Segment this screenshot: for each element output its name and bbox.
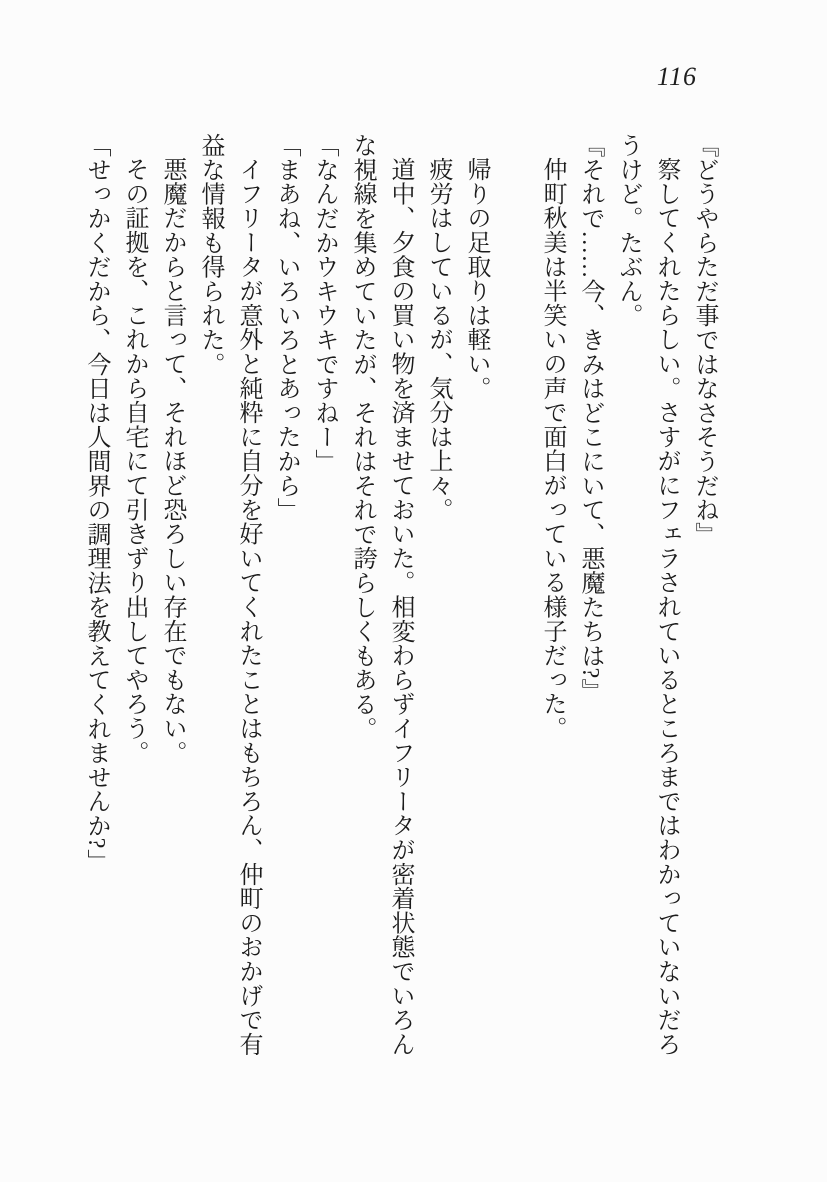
text-line: 益な情報も得られた。 xyxy=(197,133,223,376)
page-number: 116 xyxy=(656,62,697,91)
text-line: 察してくれたらしい。さすがにフェラされているところまではわかっていないだろ xyxy=(653,157,679,1057)
text-line: な視線を集めていたが、それはそれで誇らしくもある。 xyxy=(349,133,375,741)
text-line: 道中、夕食の買い物を済ませておいた。相変わらずイフリータが密着状態でいろん xyxy=(387,157,413,1057)
text-line: 疲労はしているが、気分は上々。 xyxy=(425,157,451,522)
text-line: 『どうやらただ事ではなさそうだね』 xyxy=(691,133,717,547)
blank-line xyxy=(495,133,533,1065)
text-line: イフリータが意外と純粋に自分を好いてくれたことはもちろん、仲町のおかげで有 xyxy=(235,157,261,1057)
text-line: その証拠を、これから自宅にて引きずり出してやろう。 xyxy=(121,157,147,765)
text-line: 帰りの足取りは軽い。 xyxy=(463,157,489,400)
text-line: うけど。たぶん。 xyxy=(615,133,641,328)
text-line: 『それで……今、きみはどこにいて、悪魔たちは?』 xyxy=(577,133,603,703)
text-line: 「なんだかウキウキですねー」 xyxy=(311,133,337,474)
body-text xyxy=(77,133,723,1065)
text-line: 「せっかくだから、今日は人間界の調理法を教えてくれませんか?」 xyxy=(83,133,109,873)
text-line: 悪魔だからと言って、それほど恐ろしい存在でもない。 xyxy=(159,157,185,765)
text-line: 「まあね、いろいろとあったから」 xyxy=(273,133,299,522)
text-line: 仲町秋美は半笑いの声で面白がっている様子だった。 xyxy=(539,157,565,741)
